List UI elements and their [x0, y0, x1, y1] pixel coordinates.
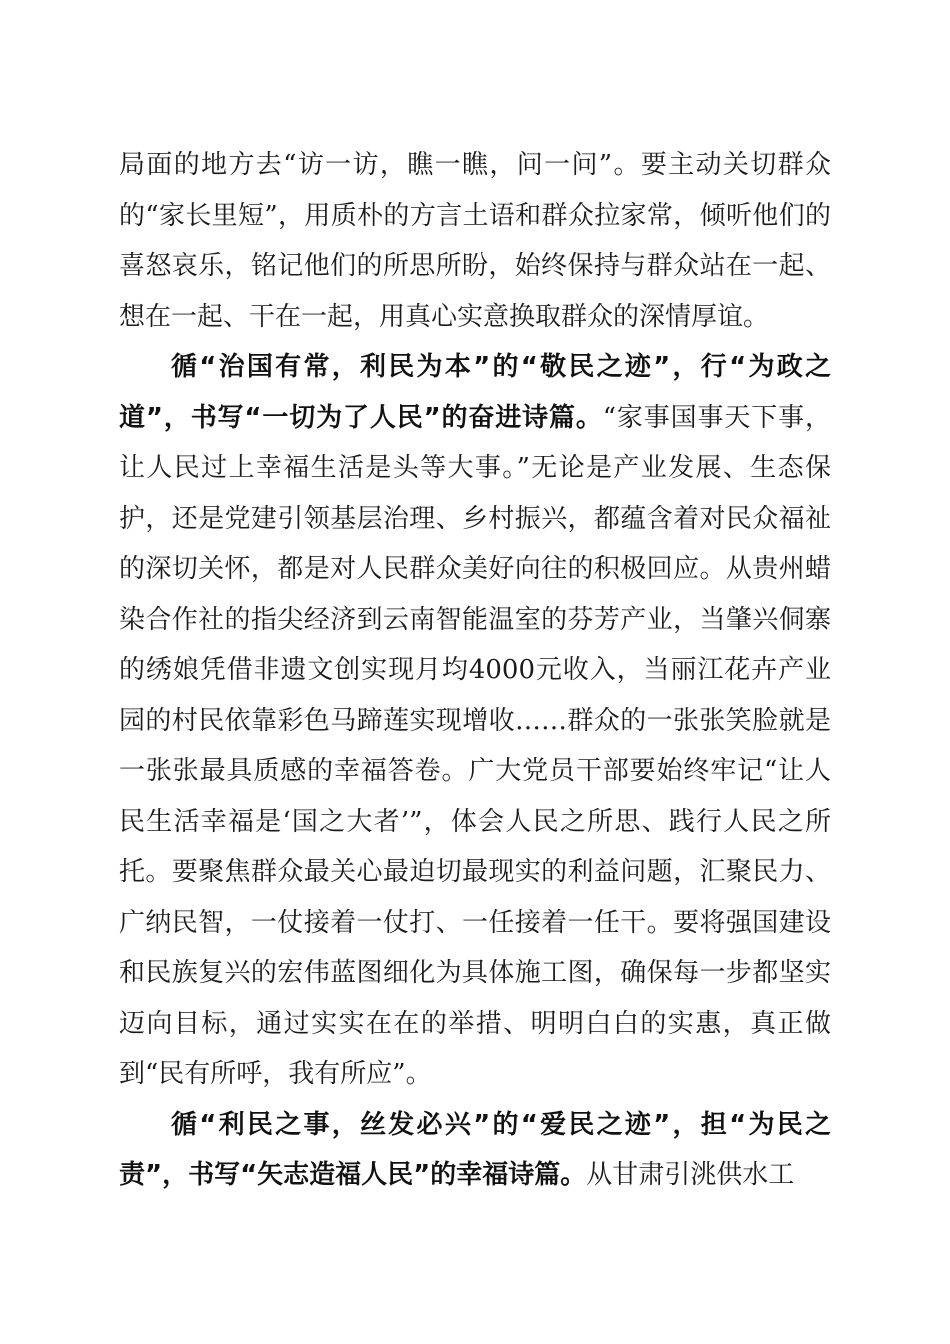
- document-body: [119, 140, 831, 1201]
- paragraph-lead-heading: 循“利民之事，丝发必兴”的“爱民之迹”，担“为民之责”，书写“矢志造福人民”的幸福诗篇。: [119, 1109, 831, 1190]
- paragraph-text: 局面的地方去“访一访，瞧一瞧，问一问”。要主动关切群众的“家长里短”，用质朴的方言土语和群众拉家常，倾听他们的喜怒哀乐，铭记他们的所思所盼，始终保持与群众站在一起、想在一起、干在一起，用真心实意换取群众的深情厚谊。: [119, 150, 831, 332]
- paragraph-text: 从甘肃引洮供水工: [586, 1160, 795, 1190]
- paragraph-text: “家事国事天下事，让人民过上幸福生活是头等大事。”无论是产业发展、生态保护，还是党建引领基层治理、乡村振兴，都蕴含着对民众福祉的深切关怀，都是对人民群众美好向往的积极回应。从贵州蜡染合作社的指尖经济到云南智能温室的芬芳产业，当肇兴侗寨的绣娘凭借非遗文创实现月均4000元收入，当丽江花卉产业园的村民依靠彩色马蹄莲实现增收……群众的一张张笑脸就是一张张最具质感的幸福答卷。广大党员干部要始终牢记“让人民生活幸福是‘国之大者’”，体会人民之所思、践行人民之所托。要聚焦群众最关心最迫切最现实的利益问题，汇聚民力、广纳民智，一仗接着一仗打、一任接着一任干。要将强国建设和民族复兴的宏伟蓝图细化为具体施工图，确保每一步都坚实迈向目标，通过实实在在的举措、明明白白的实惠，真正做到“民有所呼，我有所应”。: [119, 402, 832, 1089]
- paragraph-2: [119, 342, 831, 1100]
- paragraph-3: [119, 1100, 831, 1201]
- paragraph-1: [119, 140, 831, 342]
- paragraph-lead-heading: 循“治国有常，利民为本”的“敬民之迹”，行“为政之道”，书写“一切为了人民”的奋进诗篇。: [119, 352, 831, 433]
